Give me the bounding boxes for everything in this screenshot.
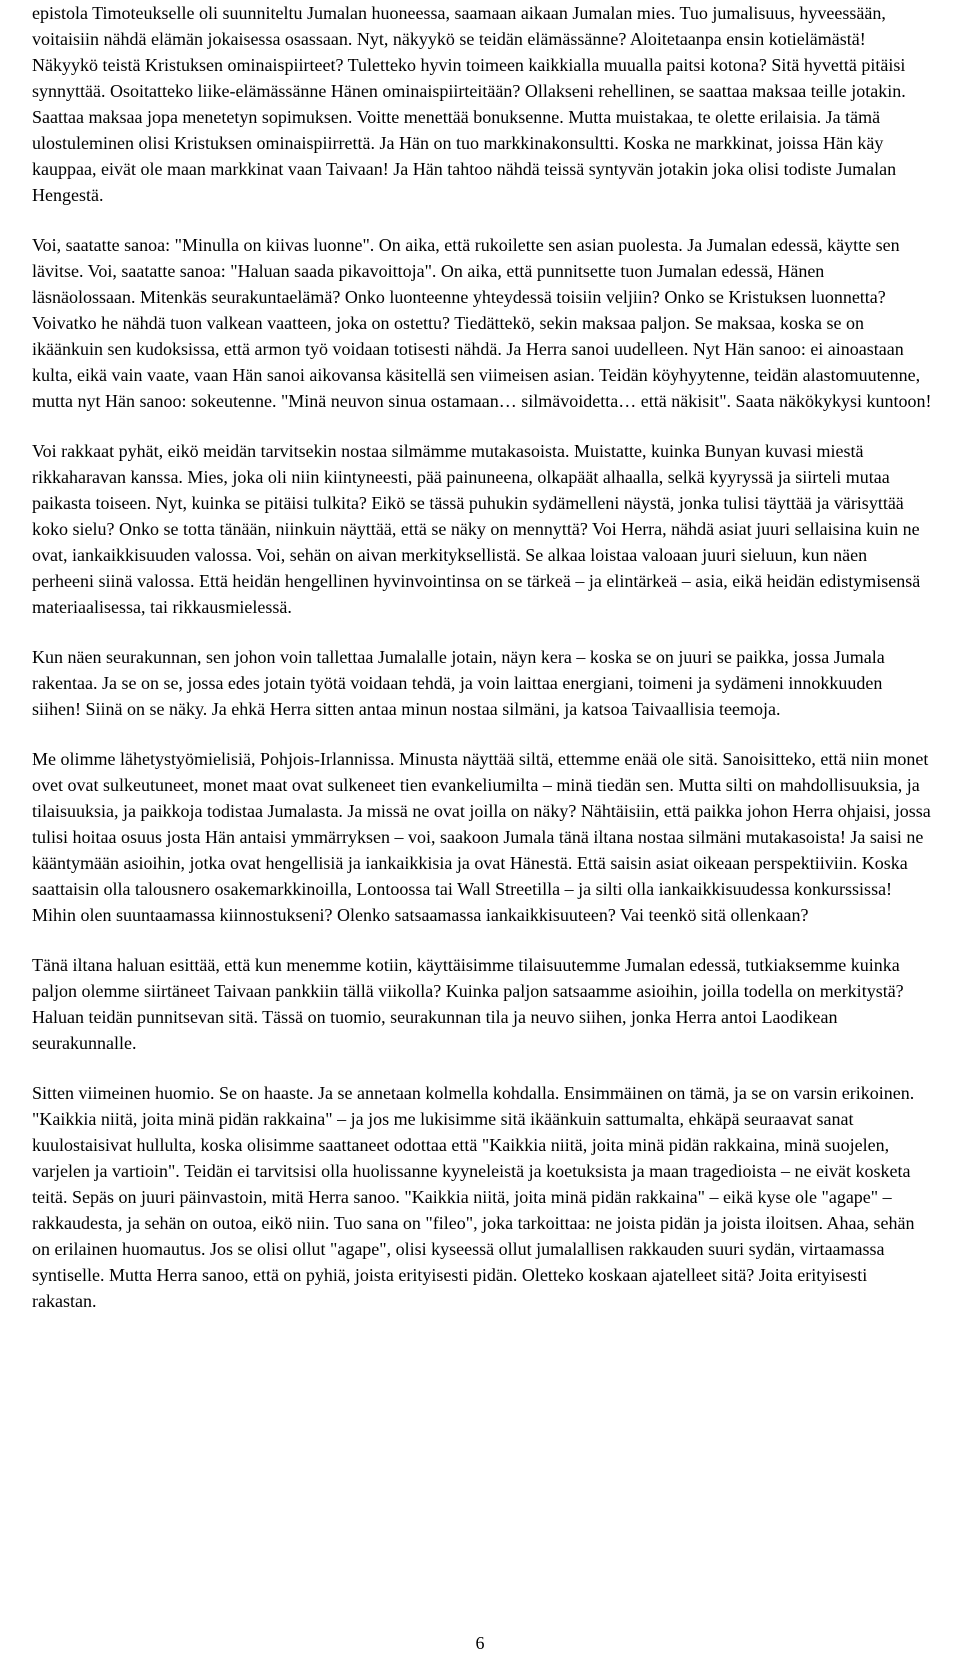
paragraph: Voi rakkaat pyhät, eikö meidän tarvitsekin nostaa silmämme mutakasoista. Muistatte, kuinka Bunyan kuvasi miestä rikkaharavan kanssa. Mies, joka oli niin kiintyneesti, pää painuneena, olkapäät alhaalla, selkä kyyryssä ja siirteli mutaa paikasta toiseen. Nyt, kuinka se pitäisi tulkita? Eikö se tässä puhukin sydämelleni näystä, jonka tulisi täyttää ja värisyttää koko sielu? Onko se totta tänään, niinkuin näyttää, että se näky on mennyttä? Voi Herra, nähdä asiat juuri sellaisina kuin ne ovat, iankaikkisuuden valossa. Voi, sehän on aivan merkityksellistä. Se alkaa loistaa valoaan juuri sieluun, kun näen perheeni siinä valossa. Että heidän hengellinen hyvinvointinsa on se tärkeä – ja elintärkeä – asia, eikä heidän edistymisensä materiaalisessa, tai rikkausmielessä.: [32, 441, 921, 617]
document-page: [32, 0, 932, 1338]
paragraph: epistola Timoteukselle oli suunniteltu Jumalan huoneessa, saamaan aikaan Jumalan mies. Tuo jumalisuus, hyveessään, voitaisiin nähdä elämän jokaisessa osassaan. Nyt, näkyykö se teidän elämässänne? Aloitetaanpa ensin kotielämästä! Näkyykö teistä Kristuksen ominaispiirteet? Tuletteko hyvin toimeen kaikkialla muualla paitsi kotona? Sitä hyvettä pitäisi synnyttää. Osoitatteko liike-elämässänne Hänen ominaispiirteitään? Ollakseni rehellinen, se saattaa maksaa teille jotakin. Saattaa maksaa jopa menetetyn sopimuksen. Voitte menettää bonuksenne. Mutta muistakaa, te olette erilaisia. Ja tämä ulostuleminen olisi Kristuksen ominaispiirrettä. Ja Hän on tuo markkinakonsultti. Koska ne markkinat, joissa Hän käy kauppaa, eivät ole maan markkinat vaan Taivaan! Ja Hän tahtoo nähdä teissä syntyvän jotakin joka olisi todiste Jumalan Hengestä.: [32, 3, 906, 205]
paragraph: Sitten viimeinen huomio. Se on haaste. Ja se annetaan kolmella kohdalla. Ensimmäinen on tämä, ja se on varsin erikoinen. "Kaikkia niitä, joita minä pidän rakkaina" – ja jos me lukisimme sitä ikäänkuin sattumalta, ehkäpä seuraavat sanat kuulostaisivat hullulta, koska olisimme saattaneet odottaa että "Kaikkia niitä, joita minä pidän rakkaina, minä suojelen, varjelen ja vartioin". Teidän ei tarvitsisi olla huolissanne kyyneleistä ja koetuksista ja maan tragedioista – ne eivät kosketa teitä. Sepäs on juuri päinvastoin, mitä Herra sanoo. "Kaikkia niitä, joita minä pidän rakkaina" – eikä kyse ole "agape" – rakkaudesta, ja sehän on outoa, eikö niin. Tuo sana on "fileo", joka tarkoittaa: ne joista pidän ja joista iloitsen. Ahaa, sehän on erilainen huomautus. Jos se olisi ollut "agape", olisi kyseessä ollut jumalallisen rakkauden suuri sydän, virtaamassa syntiselle. Mutta Herra sanoo, että on pyhiä, joista erityisesti pidän. Oletteko koskaan ajatelleet sitä? Joita erityisesti rakastan.: [32, 1083, 915, 1311]
paragraph: Tänä iltana haluan esittää, että kun menemme kotiin, käyttäisimme tilaisuutemme Jumalan edessä, tutkiaksemme kuinka paljon olemme siirtäneet Taivaan pankkiin tällä viikolla? Kuinka paljon satsaamme asioihin, joilla todella on merkitystä? Haluan teidän punnitsevan sitä. Tässä on tuomio, seurakunnan tila ja neuvo siihen, jonka Herra antoi Laodikean seurakunnalle.: [32, 955, 904, 1053]
page-number: 6: [475, 1633, 485, 1653]
paragraph: Voi, saatatte sanoa: "Minulla on kiivas luonne". On aika, että rukoilette sen asian puolesta. Ja Jumalan edessä, käytte sen lävitse. Voi, saatatte sanoa: "Haluan saada pikavoittoja". On aika, että punnitsette tuon Jumalan edessä, Hänen läsnäolossaan. Mitenkäs seurakuntaelämä? Onko luonteenne yhteydessä toisiin veljiin? Onko se Kristuksen luonnetta? Voivatko he nähdä tuon valkean vaatteen, joka on ostettu? Tiedättekö, sekin maksaa paljon. Se maksaa, koska se on ikäänkuin sen kudoksissa, että armon työ voidaan totisesti nähdä. Ja Herra sanoi uudelleen. Nyt Hän sanoo: ei ainoastaan kulta, eikä vain vaate, vaan Hän sanoi aikovansa käsitellä sen viimeisen asian. Teidän köyhyytenne, teidän alastomuutenne, mutta nyt Hän sanoo: sokeutenne. "Minä neuvon sinua ostamaan… silmävoidetta… että näkisit". Saata näkökykysi kuntoon!: [32, 235, 932, 411]
paragraph: Kun näen seurakunnan, sen johon voin tallettaa Jumalalle jotain, näyn kera – koska se on juuri se paikka, jossa Jumala rakentaa. Ja se on se, jossa edes jotain työtä voidaan tehdä, ja voin laittaa energiani, toimeni ja sydämeni innokkuuden siihen! Siinä on se näky. Ja ehkä Herra sitten antaa minun nostaa silmäni, ja katsoa Taivaallisia teemoja.: [32, 647, 885, 719]
paragraph: Me olimme lähetystyömielisiä, Pohjois-Irlannissa. Minusta näyttää siltä, ettemme enää ole sitä. Sanoisitteko, että niin monet ovet ovat sulkeutuneet, monet maat ovat sulkeneet tien evankeliumilta – minä tiedän sen. Mutta silti on mahdollisuuksia, ja tilaisuuksia, ja paikkoja todistaa Jumalasta. Ja missä ne ovat joilla on näky? Nähtäisiin, että paikka johon Herra ohjaisi, jossa tulisi hoitaa osuus josta Hän antaisi ymmärryksen – voi, saakoon Jumala tänä iltana nostaa silmäni mutakasoista! Ja saisi ne kääntymään asioihin, jotka ovat hengellisiä ja iankaikkisia ja ovat Hänestä. Että saisin asiat oikeaan perspektiiviin. Koska saattaisin olla talousnero osakemarkkinoilla, Lontoossa tai Wall Streetilla – ja silti olla iankaikkisuudessa konkurssissa! Mihin olen suuntaamassa kiinnostukseni? Olenko satsaamassa iankaikkisuuteen? Vai teenkö sitä ollenkaan?: [32, 749, 931, 925]
